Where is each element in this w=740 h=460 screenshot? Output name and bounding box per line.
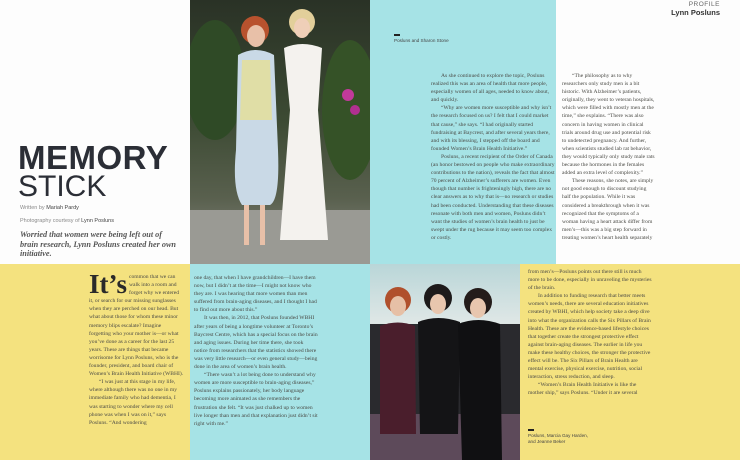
writer-name: Mariah Pardy — [46, 205, 79, 211]
paragraph: common that we can walk into a room and forget why we entered it, or search for our missing sunglasses when they are perched on our head. But what about those for whom these minor memory blips escalate? Imagine forgetting who your mother is—or what you’ve done as a career for the last 25 years. These are things that became worrisome for Lynn Posluns, who is the founder, president, and board chair of Women’s Brain Health Initiative (WBHI). — [89, 274, 184, 378]
article-deck: Worried that women were being left out of brain research, Lynn Posluns created her own initiative. — [20, 230, 176, 258]
caption-top-text: Posluns and Sharon Stone — [394, 37, 449, 43]
paragraph: “Why are women more susceptible and why isn’t the research focused on us? I felt that I could market that cause,” she says. “I had originally started fundraising at Baycrest, and after several years there, and with its blessing, I stepped off the board and founded Women’s Brain Health Initiative.” — [431, 105, 552, 152]
paragraph: These reasons, she notes, are simply not good enough to discount studying half the population. While it was considered a breakthrough when it was recognized that the symptoms of a woman having a heart attack differ from men’s—this was a big step forward in treating women’s heart health separately — [562, 178, 654, 241]
paragraph: “I was just at this stage in my life, where although there was no one in my immediate family who had dementia, I was starting to wonder where my cell phone was when I was on it,” says Posluns. “And wondering — [89, 379, 178, 426]
paragraph: It was then, in 2012, that Posluns founded WBHI after years of being a longtime volunteer at Toronto’s Baycrest Centre, which has a special focus on the brain and aging issues. During her time there, she took notice from researchers that the statistics showed there was very little research—or even general study—being done in the area of women’s brain health. — [194, 315, 318, 371]
photo-figures — [190, 0, 370, 264]
section-header — [671, 1, 720, 17]
headline-line1: MEMORY — [18, 139, 169, 176]
headline-line2: STICK — [18, 170, 107, 203]
body-column-3 — [431, 72, 555, 242]
photo-credit — [20, 218, 114, 224]
photographer-name: Lynn Posluns — [81, 218, 114, 224]
caption-top — [394, 34, 449, 44]
paragraph: In addition to funding research that better meets women’s needs, there are several education initiatives created by WBHI, which help society take a deep dive into what the organization calls the Six Pillars of Brain Health. These are the evidence-based lifestyle choices that together create the strongest protective effect against brain-aging diseases. The earlier in life you make these healthy choices, the stronger the protective effect will be. The Six Pillars of Brain Health are mental exercise, physical exercise, nutrition, social interaction, stress reduction, and sleep. — [528, 293, 651, 381]
paragraph: As she continued to explore the topic, Posluns realized this was an area of health that more people, especially women of all ages, needed to know about, and quickly. — [431, 73, 550, 104]
caption-bottom — [528, 429, 588, 445]
photo-group-figures — [370, 264, 520, 460]
paragraph: “The philosophy as to why researchers only study men is a bit historic. With Alzheimer’s patients, originally, they went to veteran hospitals, which were filled with mostly men at the time,” she explains. “There was also concern in having women in clinical trials around drug use and potential risk to undetected pregnancy. And further, when scientists studied lab rat behavior, they would typically only study male rats because the hormones in the females added an extra level of complexity.” — [562, 73, 655, 177]
writer-prefix: Written by — [20, 205, 45, 211]
paragraph: “Women’s Brain Health Initiative is like the mother ship,” says Posluns. “Under it are several — [528, 382, 638, 397]
photo-posluns-and-stone — [190, 0, 370, 264]
paragraph: from men’s—Posluns points out there still is much more to be done, especially in unraveling the mysteries of the brain. — [528, 269, 652, 292]
section-label: PROFILE — [688, 1, 720, 8]
paragraph: one day, that when I have grandchildren—I have them now, but I didn’t at the time—I might not know who they are. I was hearing that more women than men suffered from brain-aging diseases, and I thought I had to find out more about this.” — [194, 275, 317, 314]
photo-prefix: Photography courtesy of — [20, 218, 80, 224]
body-column-2 — [194, 274, 318, 428]
body-column-5 — [528, 268, 652, 398]
caption-bottom-text: Posluns, Marcia Gay Harden, and Jeanne Beker — [528, 432, 588, 444]
paragraph: Posluns, a recent recipient of the Order of Canada (an honor bestowed on people who make extraordinary contributions to the nation), reveals the fact that almost 70 percent of Alzheimer’s sufferers are women. Even though that number is frighteningly high, there are no clear answers as to why that is—no research or studies had been conducted. Understanding that these diseases resonate with both men and women, Posluns didn’t want the studies of women’s brain health to just be swept under the rug because it may seem too complex or costly. — [431, 153, 555, 241]
paragraph: “There wasn’t a lot being done to understand why women are more susceptible to brain-aging diseases,” Posluns explains passionately, her body language becoming more animated as she remembers the frustration she felt. “It was just chalked up to women live longer than men and that explanation just didn’t sit right with me.” — [194, 372, 318, 427]
caption-dash — [528, 429, 534, 431]
section-subject: Lynn Posluns — [671, 8, 720, 17]
left-page-top — [0, 0, 190, 264]
drop-cap: It’s — [89, 269, 127, 299]
body-column-4 — [562, 72, 656, 242]
caption-dash — [394, 34, 400, 36]
writer-credit — [20, 205, 79, 211]
body-column-1 — [89, 269, 184, 427]
photo-posluns-harden-beker — [370, 264, 520, 460]
